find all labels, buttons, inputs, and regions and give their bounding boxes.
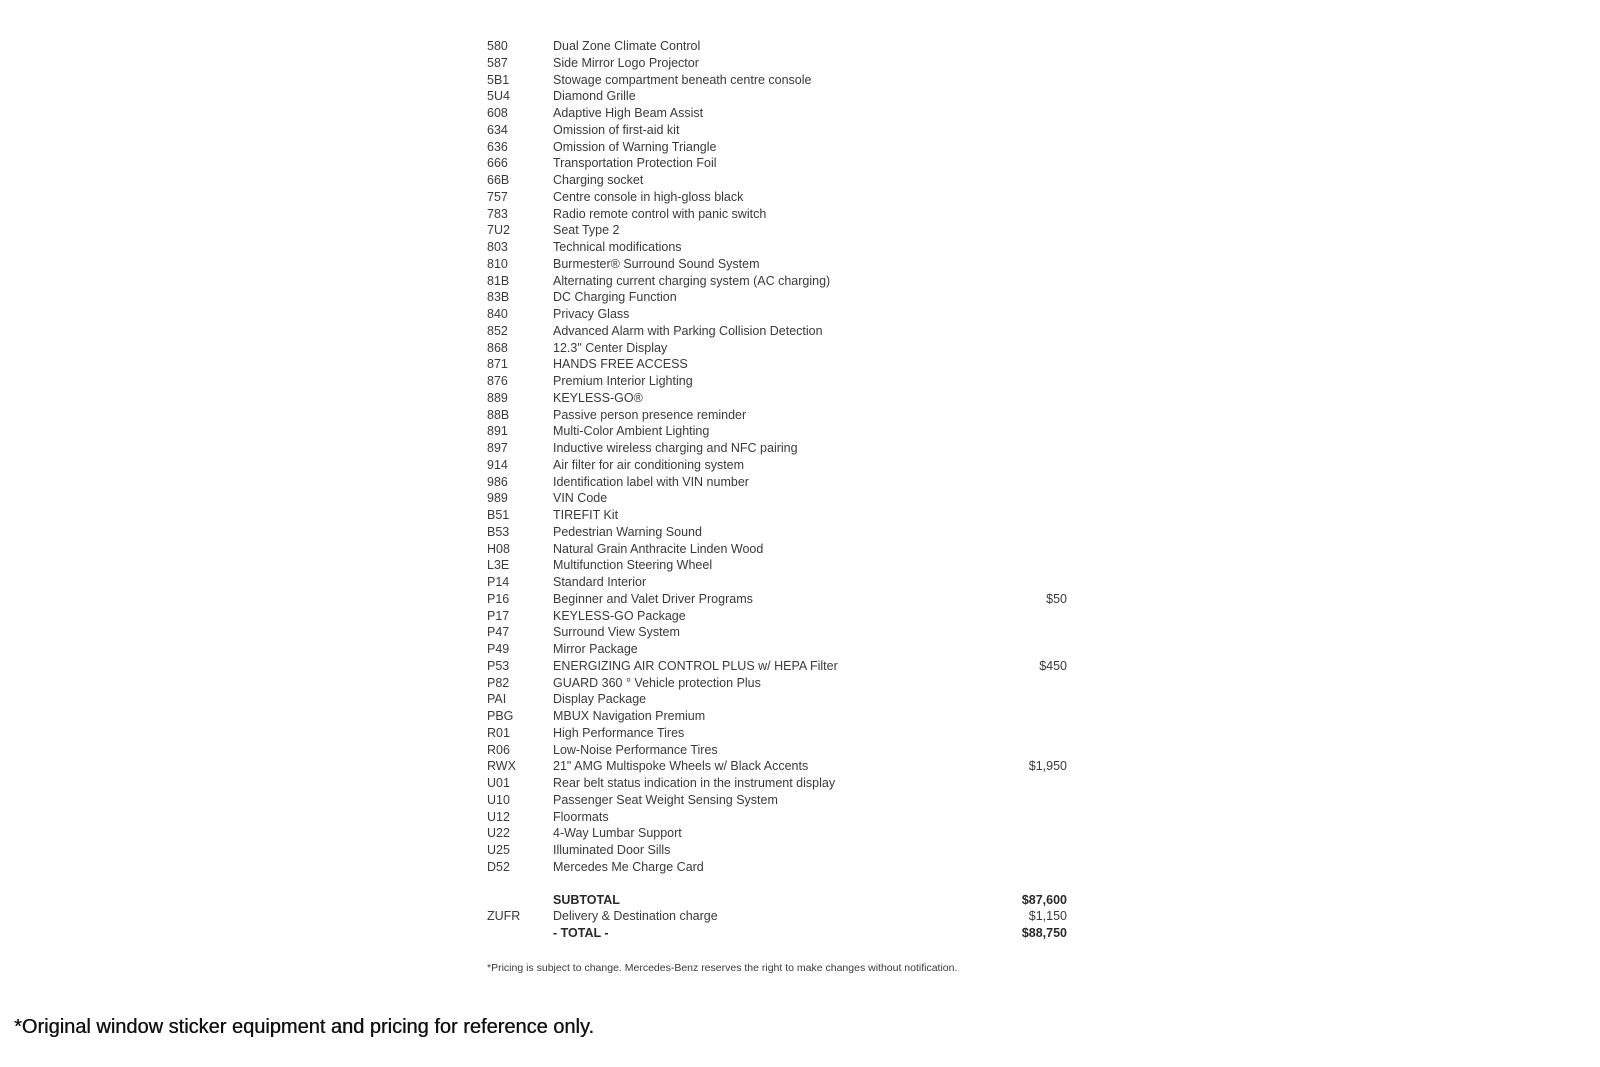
option-code: 986 [487, 474, 508, 489]
option-row [487, 792, 1067, 809]
option-code: 989 [487, 491, 508, 506]
option-description: Centre console in high-gloss black [553, 189, 744, 204]
option-description: TIREFIT Kit [553, 508, 619, 522]
option-description: Seat Type 2 [553, 223, 620, 238]
totals-spacer [487, 876, 1067, 892]
option-code: 634 [487, 122, 508, 137]
pricing-disclaimer: *Pricing is subject to change. Mercedes-Benz reserves the right to make changes without notification. [487, 961, 958, 974]
option-description: Side Mirror Logo Projector [553, 55, 699, 70]
option-code: B51 [487, 508, 510, 522]
option-row [487, 72, 1067, 89]
option-code: H08 [487, 541, 510, 556]
option-code: 587 [487, 55, 508, 70]
option-description: KEYLESS-GO Package [553, 608, 686, 623]
options-list [487, 38, 1067, 876]
option-code: 666 [487, 156, 508, 171]
option-row [487, 825, 1067, 842]
option-description: Natural Grain Anthracite Linden Wood [553, 541, 764, 556]
option-row [487, 507, 1067, 524]
option-row [487, 390, 1067, 407]
option-description: Passive person presence reminder [553, 407, 747, 422]
option-code: U10 [487, 792, 510, 807]
option-description: Beginner and Valet Driver Programs [553, 591, 753, 606]
subtotal-amount: $87,600 [1021, 892, 1067, 907]
total-row [487, 925, 1067, 942]
option-code: 876 [487, 374, 508, 388]
option-code: 840 [487, 307, 508, 321]
option-description: Low-Noise Performance Tires [553, 742, 718, 757]
option-description: 4-Way Lumbar Support [553, 826, 682, 841]
option-description: Technical modifications [553, 240, 682, 254]
option-description: MBUX Navigation Premium [553, 709, 706, 723]
option-row [487, 608, 1067, 625]
option-description: Mirror Package [553, 642, 638, 656]
option-description: Charging socket [553, 173, 644, 187]
option-description: Passenger Seat Weight Sensing System [553, 792, 778, 807]
option-description: Dual Zone Climate Control [553, 39, 701, 53]
option-description: HANDS FREE ACCESS [553, 357, 688, 372]
option-description: VIN Code [553, 491, 608, 506]
option-code: 891 [487, 424, 508, 439]
option-description: High Performance Tires [553, 725, 685, 740]
option-code: 608 [487, 106, 508, 120]
option-row [487, 809, 1067, 826]
option-row [487, 658, 1067, 675]
option-description: ENERGIZING AIR CONTROL PLUS w/ HEPA Filter [553, 658, 838, 673]
option-row [487, 775, 1067, 792]
option-row [487, 474, 1067, 491]
option-code: 5U4 [487, 89, 510, 104]
option-row [487, 239, 1067, 256]
option-code: 580 [487, 39, 508, 53]
reference-note: *Original window sticker equipment and pricing for reference only. [14, 1016, 594, 1038]
option-row [487, 440, 1067, 457]
option-description: Rear belt status indication in the instrument display [553, 776, 836, 790]
option-code: PBG [487, 709, 514, 723]
option-description: Stowage compartment beneath centre console [553, 72, 812, 87]
option-row [487, 139, 1067, 156]
option-price: $50 [1046, 591, 1067, 606]
option-code: 66B [487, 173, 510, 187]
option-description: Transportation Protection Foil [553, 156, 717, 171]
option-row [487, 675, 1067, 692]
option-code: 7U2 [487, 223, 510, 238]
option-code: RWX [487, 759, 516, 774]
option-code: 81B [487, 273, 510, 288]
total-amount: $88,750 [1021, 926, 1067, 940]
option-description: Omission of Warning Triangle [553, 139, 717, 154]
option-row [487, 273, 1067, 290]
option-description: Surround View System [553, 625, 680, 640]
option-row [487, 557, 1067, 574]
option-row [487, 641, 1067, 658]
option-code: P82 [487, 675, 510, 690]
option-row [487, 155, 1067, 172]
option-code: B53 [487, 524, 510, 539]
option-description: Inductive wireless charging and NFC pairing [553, 441, 798, 455]
option-description: Alternating current charging system (AC charging) [553, 273, 831, 288]
option-row [487, 407, 1067, 424]
option-row [487, 122, 1067, 139]
option-row [487, 859, 1067, 876]
option-row [487, 574, 1067, 591]
option-description: Radio remote control with panic switch [553, 206, 767, 221]
option-row [487, 691, 1067, 708]
option-description: Burmester® Surround Sound System [553, 256, 760, 271]
option-description: Advanced Alarm with Parking Collision Detection [553, 323, 823, 338]
option-description: Identification label with VIN number [553, 474, 749, 489]
option-row [487, 725, 1067, 742]
option-code: P16 [487, 591, 510, 606]
option-row [487, 758, 1067, 775]
option-row [487, 105, 1067, 122]
option-description: Adaptive High Beam Assist [553, 106, 704, 120]
option-code: P49 [487, 642, 510, 656]
option-row [487, 423, 1067, 440]
delivery-code: ZUFR [487, 909, 521, 924]
option-code: 868 [487, 340, 508, 355]
option-row [487, 256, 1067, 273]
option-row [487, 457, 1067, 474]
option-code: 803 [487, 240, 508, 254]
option-description: Multi-Color Ambient Lighting [553, 424, 710, 439]
option-description: Multifunction Steering Wheel [553, 558, 713, 573]
option-row [487, 490, 1067, 507]
option-code: 636 [487, 139, 508, 154]
option-description: KEYLESS-GO® [553, 390, 643, 405]
option-row [487, 172, 1067, 189]
option-description: GUARD 360 ° Vehicle protection Plus [553, 675, 761, 690]
option-code: 783 [487, 206, 508, 221]
subtotal-row [487, 892, 1067, 909]
option-code: U25 [487, 843, 510, 857]
option-description: DC Charging Function [553, 290, 677, 305]
subtotal-label: SUBTOTAL [553, 892, 620, 907]
option-row [487, 541, 1067, 558]
option-row [487, 88, 1067, 105]
option-code: 5B1 [487, 72, 510, 87]
option-row [487, 206, 1067, 223]
option-price: $450 [1039, 658, 1067, 673]
window-sticker-sheet [487, 38, 1067, 974]
option-description: Air filter for air conditioning system [553, 457, 745, 472]
option-code: PAI [487, 692, 507, 707]
option-code: P14 [487, 575, 510, 589]
option-row [487, 624, 1067, 641]
option-code: 897 [487, 441, 508, 455]
option-row [487, 340, 1067, 357]
option-description: Illuminated Door Sills [553, 843, 671, 857]
option-description: 21" AMG Multispoke Wheels w/ Black Accents [553, 759, 809, 774]
option-row [487, 742, 1067, 759]
option-code: 810 [487, 256, 508, 271]
option-code: P17 [487, 608, 510, 623]
option-row [487, 323, 1067, 340]
option-code: L3E [487, 558, 510, 573]
option-description: Floormats [553, 809, 609, 824]
option-code: R06 [487, 742, 510, 757]
delivery-amount: $1,150 [1028, 909, 1067, 924]
option-code: D52 [487, 859, 510, 874]
option-row [487, 373, 1067, 390]
option-code: 914 [487, 457, 508, 472]
option-description: Diamond Grille [553, 89, 636, 104]
option-code: U22 [487, 826, 510, 841]
option-row [487, 38, 1067, 55]
option-description: Mercedes Me Charge Card [553, 859, 704, 874]
option-code: U12 [487, 809, 510, 824]
option-description: 12.3" Center Display [553, 340, 668, 355]
option-row [487, 591, 1067, 608]
option-code: 889 [487, 390, 508, 405]
total-label: - TOTAL - [553, 926, 609, 940]
option-row [487, 842, 1067, 859]
option-row [487, 356, 1067, 373]
option-code: 852 [487, 323, 508, 338]
option-row [487, 306, 1067, 323]
option-price: $1,950 [1028, 759, 1067, 774]
option-row [487, 289, 1067, 306]
option-code: U01 [487, 776, 510, 790]
option-code: 83B [487, 290, 510, 305]
option-code: R01 [487, 725, 510, 740]
option-description: Pedestrian Warning Sound [553, 524, 702, 539]
option-row [487, 189, 1067, 206]
option-code: 88B [487, 407, 510, 422]
option-code: P47 [487, 625, 510, 640]
option-row [487, 222, 1067, 239]
option-description: Omission of first-aid kit [553, 122, 680, 137]
delivery-row [487, 908, 1067, 925]
option-description: Display Package [553, 692, 647, 707]
delivery-label: Delivery & Destination charge [553, 909, 718, 924]
option-row [487, 708, 1067, 725]
option-row [487, 55, 1067, 72]
option-row [487, 524, 1067, 541]
option-code: P53 [487, 658, 510, 673]
option-description: Standard Interior [553, 575, 647, 589]
option-description: Premium Interior Lighting [553, 374, 693, 388]
option-description: Privacy Glass [553, 307, 630, 321]
option-code: 757 [487, 189, 508, 204]
option-code: 871 [487, 357, 508, 372]
